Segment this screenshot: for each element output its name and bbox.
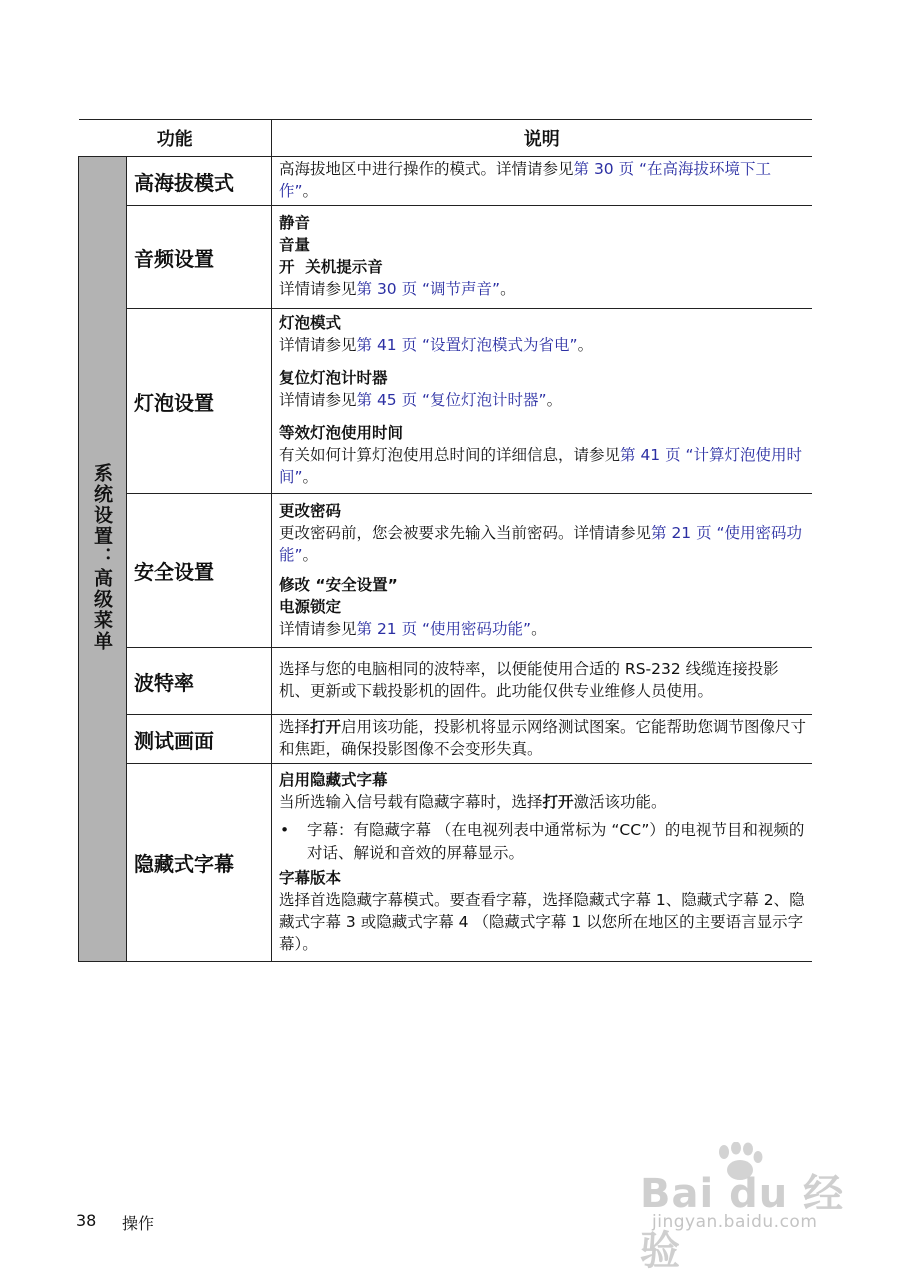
feature-name: 隐藏式字幕: [127, 764, 272, 962]
list-item: • 字幕：有隐藏字幕 （在电视列表中通常标为 “CC”）的电视节目和视频的对话、解说和音效的屏幕显示。: [279, 819, 808, 865]
option-title: 电源锁定: [279, 597, 342, 616]
table-row: [79, 309, 812, 494]
option-title: 音量: [279, 236, 311, 254]
option-title: 开 关机提示音: [279, 258, 383, 276]
page-link[interactable]: 第 30 页 “调节声音”: [356, 280, 501, 298]
table-row: [79, 206, 812, 309]
feature-name: 安全设置: [127, 494, 272, 648]
feature-desc: 高海拔地区中进行操作的模式。详情请参见第 30 页 “在高海拔环境下工作”。: [272, 157, 812, 206]
feature-desc: 更改密码 更改密码前，您会被要求先输入当前密码。详情请参见第 21 页 “使用密码功能”。 修改 “安全设置” 电源锁定 详情请参见第 21 页 “使用密码功能”。: [272, 494, 812, 648]
table-row: [79, 715, 812, 764]
header-function: 功能: [79, 120, 272, 157]
settings-table: [78, 119, 812, 962]
watermark-url: jingyan.baidu.com: [652, 1212, 818, 1232]
page-link[interactable]: 第 30 页 “在高海拔环境下工作”: [279, 160, 772, 200]
option-title: 启用隐藏式字幕: [279, 770, 388, 789]
feature-desc: 选择与您的电脑相同的波特率，以便能使用合适的 RS-232 线缆连接投影机、更新或下载投影机的固件。此功能仅供专业维修人员使用。: [272, 648, 812, 715]
feature-name: 测试画面: [127, 715, 272, 764]
option-title: 更改密码: [279, 501, 342, 520]
category-cell: [79, 157, 127, 962]
page-link[interactable]: 第 21 页 “使用密码功能”: [356, 619, 532, 638]
feature-desc: 灯泡模式 详情请参见第 41 页 “设置灯泡模式为省电”。 复位灯泡计时器 详情请参见第 45 页 “复位灯泡计时器”。 等效灯泡使用时间 有关如何计算灯泡使用总时间的详细信息，请参见第 41 页 “计算灯泡使用时间”。: [272, 309, 812, 494]
page-link[interactable]: 第 41 页 “设置灯泡模式为省电”: [356, 336, 578, 354]
feature-desc: 启用隐藏式字幕 当所选输入信号载有隐藏字幕时，选择打开激活该功能。 • 字幕：有隐藏字幕 （在电视列表中通常标为 “CC”）的电视节目和视频的对话、解说和音效的屏幕显示。 字幕版本 选择首选隐藏字幕模式。要查看字幕，选择隐藏式字幕 1、隐藏式字幕 2、隐藏式字幕 3 或隐藏式字幕 4 （隐藏式字幕 1 以您所在地区的主要语言显示字幕）。: [272, 764, 812, 962]
section-label: 操作: [122, 1214, 155, 1233]
watermark-logo: Bai du 经验: [640, 1171, 845, 1274]
table-row: [79, 494, 812, 648]
baidu-watermark: [640, 1142, 850, 1274]
table-row: [79, 157, 812, 206]
option-title: 修改 “安全设置”: [279, 575, 398, 594]
feature-name: 高海拔模式: [127, 157, 272, 206]
bullet-icon: •: [280, 820, 290, 839]
header-description: 说明: [272, 120, 812, 157]
table-row: [79, 764, 812, 962]
category-label: 系统设置：高级菜单: [91, 462, 113, 652]
feature-desc: 选择打开启用该功能，投影机将显示网络测试图案。它能帮助您调节图像尺寸和焦距，确保投影图像不会变形失真。: [272, 715, 812, 764]
feature-name: 波特率: [127, 648, 272, 715]
feature-name: 音频设置: [127, 206, 272, 309]
option-title: 静音: [279, 214, 311, 232]
option-title: 等效灯泡使用时间: [279, 424, 404, 442]
feature-name: 灯泡设置: [127, 309, 272, 494]
table-row: [79, 648, 812, 715]
page-link[interactable]: 第 41 页 “计算灯泡使用时间”: [279, 446, 803, 486]
page-link[interactable]: 第 21 页 “使用密码功能”: [279, 523, 803, 564]
feature-desc: 静音 音量 开 关机提示音 详情请参见第 30 页 “调节声音”。: [272, 206, 812, 309]
option-title: 灯泡模式: [279, 314, 342, 332]
option-title: 复位灯泡计时器: [279, 369, 388, 387]
table-header-row: [79, 120, 812, 157]
page-link[interactable]: 第 45 页 “复位灯泡计时器”: [356, 391, 547, 409]
option-title: 字幕版本: [279, 868, 342, 887]
page-number: 38: [76, 1211, 97, 1230]
